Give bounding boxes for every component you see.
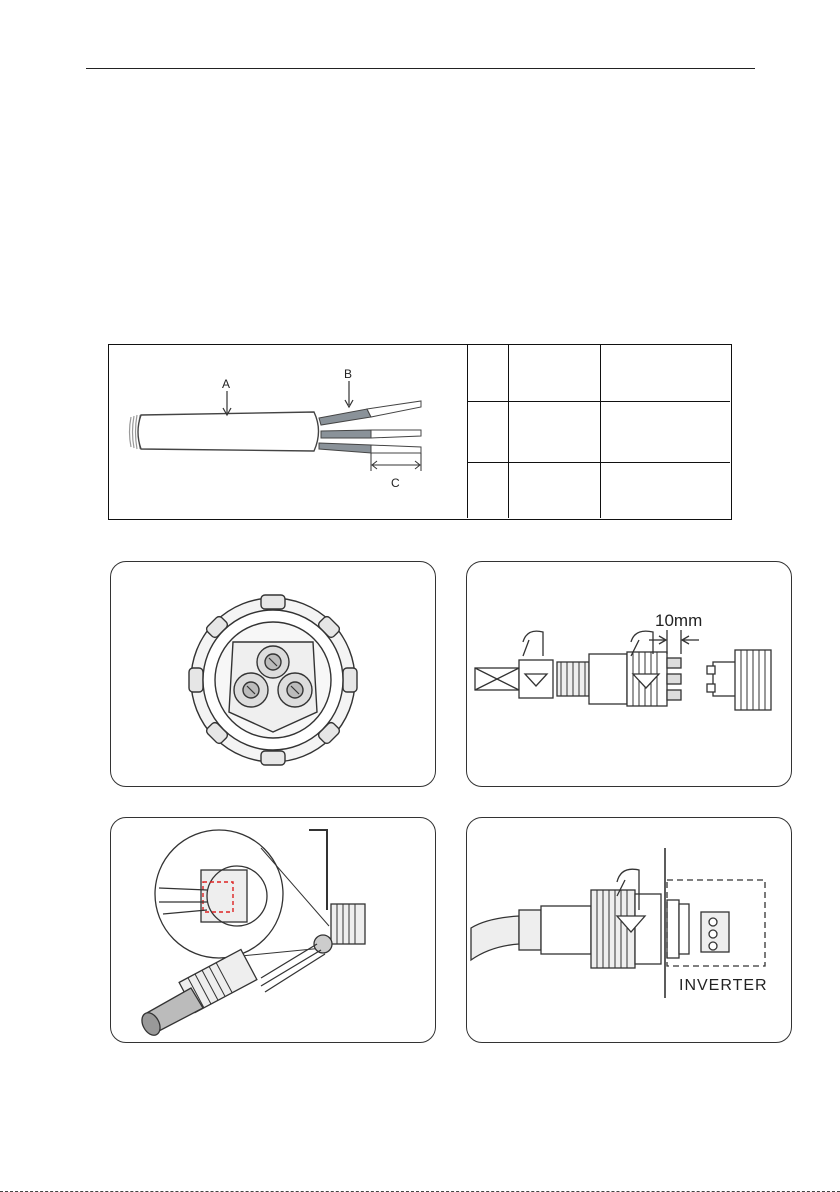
install-panel [466,817,792,1043]
table-cell [509,401,601,462]
table-cell [467,345,509,401]
cable-label-a: A [222,377,231,391]
table-cell [601,462,731,518]
table-cell [601,401,731,462]
cable-label-b: B [344,367,353,381]
connector-assembly-panel [466,561,792,787]
wiring-panel [110,817,436,1043]
table-cell [601,345,731,401]
table-cell [467,401,509,462]
cable-spec-table [467,345,730,518]
header-rule [86,68,755,69]
table-cell [467,462,509,518]
cable-label-c: C [391,476,400,490]
inverter-label: INVERTER [679,977,768,994]
connector-assembly-illustration [467,562,792,787]
table-row [467,462,730,518]
install-illustration [467,818,792,1043]
table-cell [509,462,601,518]
cable-strip-figure [109,345,468,518]
table-cell [509,345,601,401]
wiring-illustration [111,818,436,1043]
connector-front-panel [110,561,436,787]
cable-spec-box [108,344,732,520]
table-row [467,401,730,462]
dimension-label: 10mm [655,611,703,630]
table-row [467,345,730,401]
connector-front-illustration [111,562,436,787]
cable-illustration [109,345,467,518]
